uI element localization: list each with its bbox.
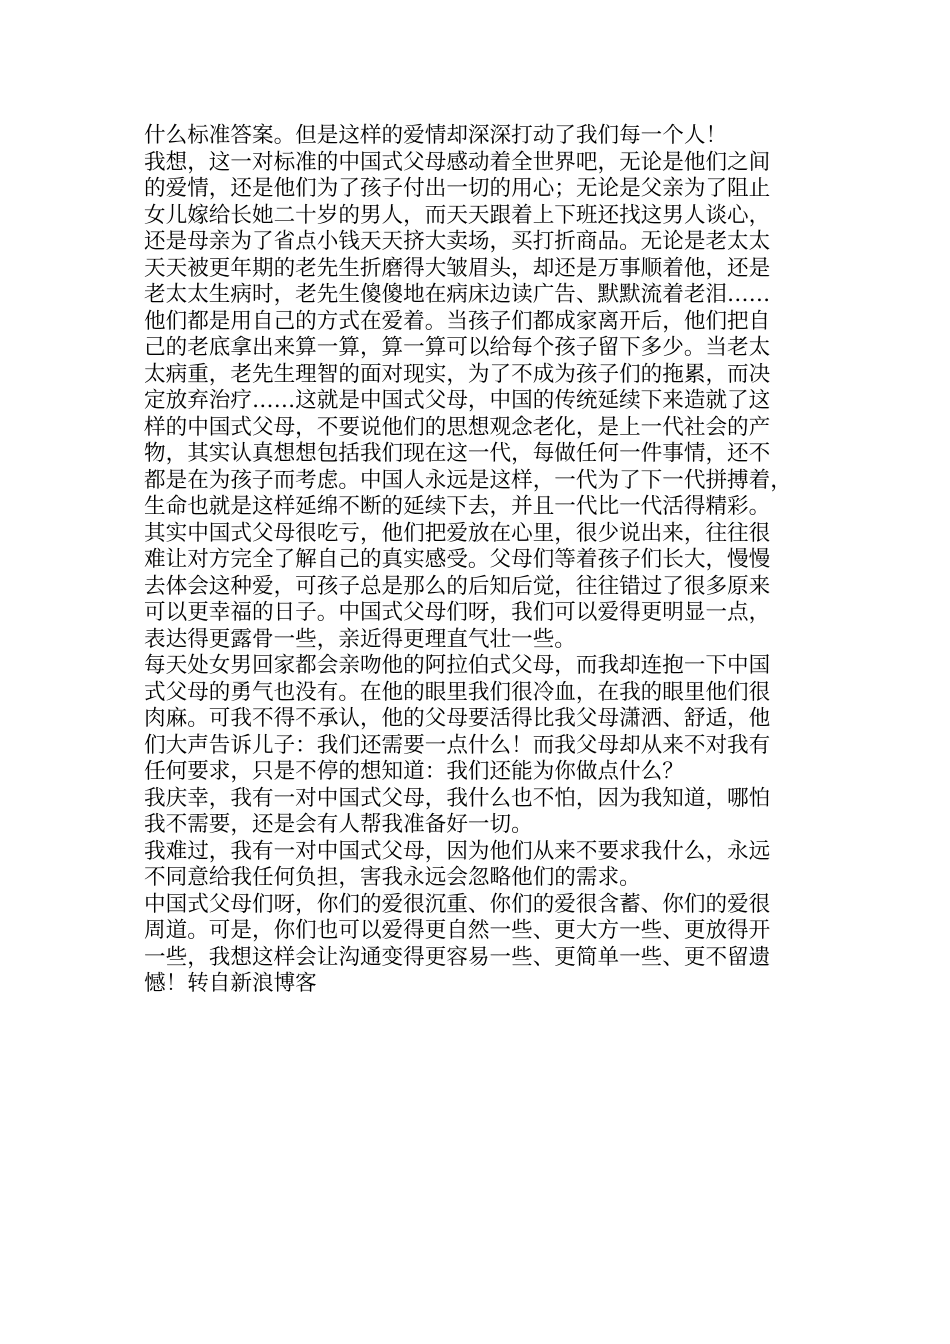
- text-line: 女儿嫁给长她二十岁的男人，而天天跟着上下班还找这男人谈心，: [144, 202, 771, 228]
- text-line: 还是母亲为了省点小钱天天挤大卖场，买打折商品。无论是老太太: [144, 229, 771, 254]
- text-line: 物，其实认真想想包括我们现在这一代，每做任何一件事情，还不: [144, 441, 771, 466]
- text-line: 的爱情，还是他们为了孩子付出一切的用心；无论是父亲为了阻止: [144, 176, 771, 201]
- text-line: 不同意给我任何负担，害我永远会忽略他们的需求。: [144, 865, 641, 890]
- text-line: 表达得更露骨一些，亲近得更理直气壮一些。: [144, 626, 576, 652]
- text-line: 一些，我想这样会让沟通变得更容易一些、更简单一些、更不留遗: [144, 944, 771, 970]
- text-line: 天天被更年期的老先生折磨得大皱眉头，却还是万事顺着他，还是: [144, 255, 771, 281]
- text-line: 生命也就是这样延绵不断的延续下去，并且一代比一代活得精彩。: [144, 494, 771, 519]
- text-line: 定放弃治疗……这就是中国式父母，中国的传统延续下来造就了这: [144, 388, 771, 413]
- text-line: 他们都是用自己的方式在爱着。当孩子们都成家离开后，他们把自: [144, 308, 771, 334]
- text-line: 我庆幸，我有一对中国式父母，我什么也不怕，因为我知道，哪怕: [144, 785, 771, 811]
- text-line: 去体会这种爱，可孩子总是那么的后知后觉，往往错过了很多原来: [144, 573, 771, 599]
- body-text: [144, 123, 804, 998]
- text-line: 任何要求，只是不停的想知道：我们还能为你做点什么？: [144, 759, 684, 784]
- text-line: 什么标准答案。但是这样的爱情却深深打动了我们每一个人！: [144, 123, 728, 148]
- text-line: 都是在为孩子而考虑。中国人永远是这样，一代为了下一代拼搏着，: [144, 467, 792, 493]
- text-line: 可以更幸福的日子。中国式父母们呀，我们可以爱得更明显一点，: [144, 600, 771, 625]
- text-line: 太病重，老先生理智的面对现实，为了不成为孩子们的拖累，而决: [144, 361, 771, 387]
- text-line: 肉麻。可我不得不承认，他的父母要活得比我父母潇洒、舒适，他: [144, 706, 771, 731]
- text-line: 己的老底拿出来算一算，算一算可以给每个孩子留下多少。当老太: [144, 335, 771, 360]
- text-line: 我想，这一对标准的中国式父母感动着全世界吧，无论是他们之间: [144, 149, 771, 175]
- text-line: 我难过，我有一对中国式父母，因为他们从来不要求我什么，永远: [144, 838, 771, 864]
- text-line: 中国式父母们呀，你们的爱很沉重、你们的爱很含蓄、你们的爱很: [144, 891, 771, 917]
- text-line: 其实中国式父母很吃亏，他们把爱放在心里，很少说出来，往往很: [144, 520, 771, 546]
- text-line: 们大声告诉儿子：我们还需要一点什么！而我父母却从来不对我有: [144, 732, 771, 758]
- text-line: 我不需要，还是会有人帮我准备好一切。: [144, 812, 533, 837]
- text-line: 式父母的勇气也没有。在他的眼里我们很冷血，在我的眼里他们很: [144, 679, 771, 705]
- text-line: 周道。可是，你们也可以爱得更自然一些、更大方一些、更放得开: [144, 918, 771, 943]
- text-line: 老太太生病时，老先生傻傻地在病床边读广告、默默流着老泪……: [144, 282, 771, 307]
- text-line: 样的中国式父母，不要说他们的思想观念老化，是上一代社会的产: [144, 414, 771, 440]
- text-line: 憾！转自新浪博客: [144, 971, 317, 996]
- text-line: 难让对方完全了解自己的真实感受。父母们等着孩子们长大，慢慢: [144, 547, 771, 572]
- text-line: 每天处女男回家都会亲吻他的阿拉伯式父母，而我却连抱一下中国: [144, 653, 771, 678]
